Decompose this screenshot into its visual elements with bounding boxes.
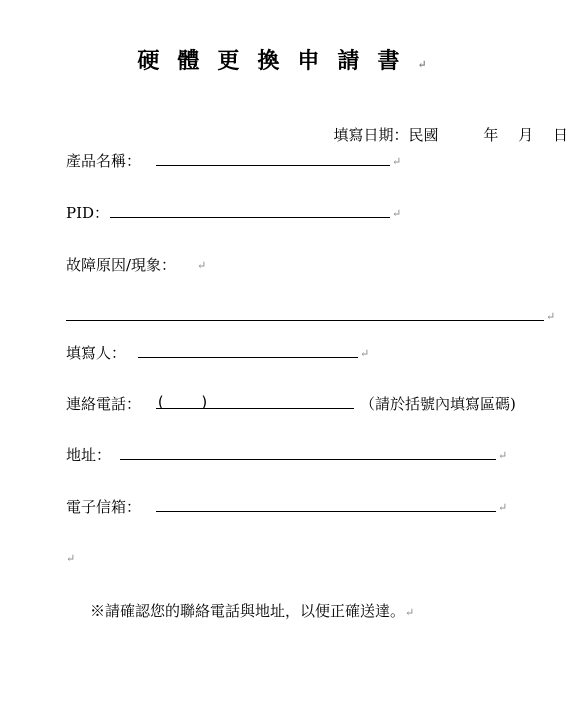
paragraph-mark-icon: ↵ [546, 310, 556, 323]
paragraph-mark-icon: ↵ [405, 606, 415, 619]
paragraph-mark-icon: ↵ [66, 552, 76, 565]
address-label: 地址： [66, 446, 112, 464]
page-title [0, 44, 582, 75]
paragraph-mark-icon: ↵ [360, 347, 370, 360]
email-label: 電子信箱： [66, 498, 142, 516]
phone-paren-close: ) [200, 393, 210, 411]
phone-hint: （請於括號內填寫區碼) [360, 395, 516, 413]
fault-reason-label: 故障原因/現象： [66, 256, 177, 274]
notice [90, 600, 414, 621]
product-name-label: 產品名稱： [66, 152, 142, 170]
fill-date-text: 填寫日期：民國 年 月 日 [333, 126, 568, 144]
product-name-line[interactable] [156, 165, 390, 166]
filler-label: 填寫人： [66, 344, 127, 362]
notice-text: ※請確認您的聯絡電話與地址，以便正確送達。 [90, 602, 406, 620]
phone-paren-open: ( [156, 393, 166, 411]
phone-label: 連絡電話： [66, 395, 142, 413]
title-text: 硬體更換申請書 [137, 48, 418, 74]
fault-reason-line[interactable] [66, 320, 544, 321]
paragraph-mark-icon: ↵ [392, 207, 402, 220]
paragraph-mark-icon: ↵ [498, 501, 508, 514]
pid-label: PID： [66, 204, 110, 222]
filler-line[interactable] [138, 357, 358, 358]
paragraph-mark-icon: ↵ [498, 449, 508, 462]
paragraph-mark-icon: ↵ [392, 155, 402, 168]
fill-date [324, 106, 568, 145]
address-line[interactable] [120, 459, 496, 460]
email-line[interactable] [156, 511, 496, 512]
phone-line[interactable] [156, 408, 354, 409]
pid-line[interactable] [110, 217, 390, 218]
paragraph-mark-icon: ↵ [417, 58, 445, 71]
paragraph-mark-icon: ↵ [197, 259, 207, 272]
